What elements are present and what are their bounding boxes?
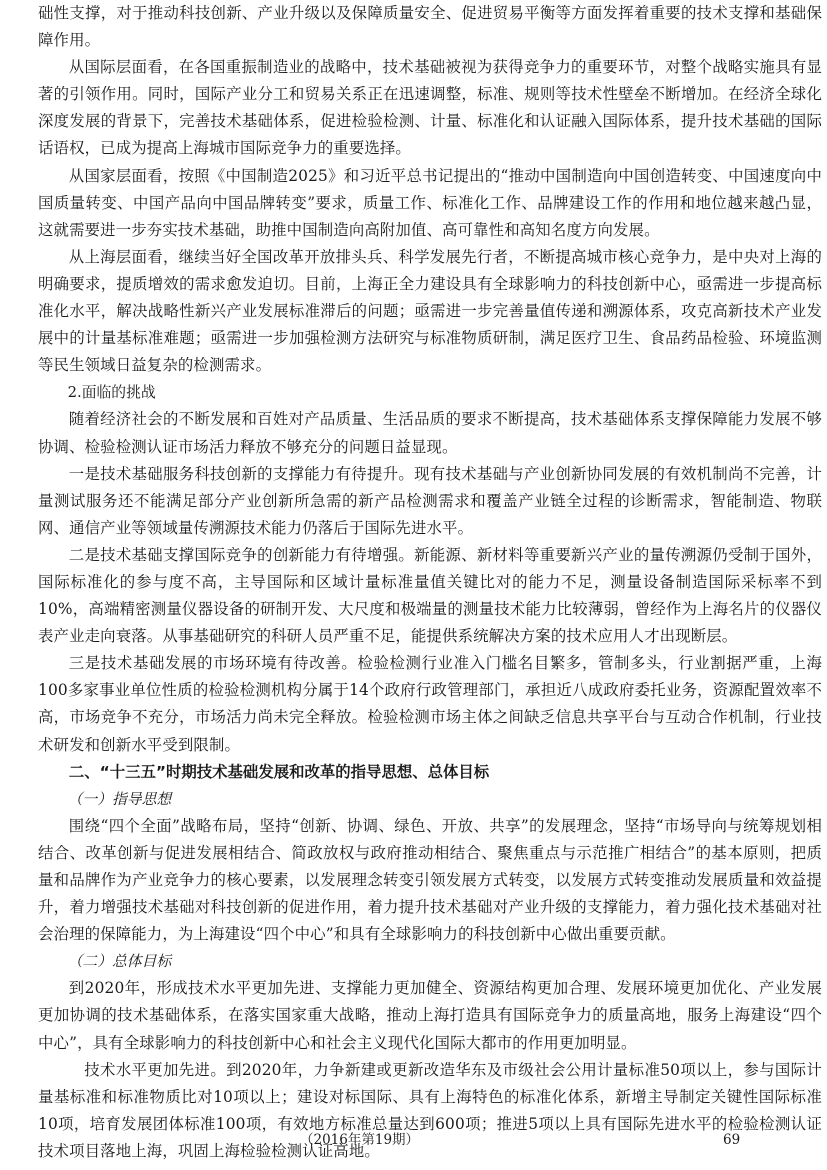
paragraph-national-level: 从国家层面看，按照《中国制造2025》和习近平总书记提出的“推动中国制造向中国创造转变、中国速度向中国质量转变、中国产品向中国品牌转变”要求，质量工作、标准化工作、品牌建设工作的作用和地位越来越凸显，这就需要进一步夯实技术基础，助推中国制造向高附加值、高可靠性和高知名度方向发展。 (38, 166, 822, 239)
subsection-title-guiding: （一）指导思想 (67, 790, 172, 808)
paragraph-challenges-overview: 随着经济社会的不断发展和百姓对产品质量、生活品质的要求不断提高，技术基础体系支撑保障能力发展不够协调、检验检测认证市场活力释放不够充分的问题日益显现。 (38, 410, 822, 456)
issue-label: （2016年第19期） (300, 1132, 420, 1148)
document-page (38, 0, 822, 1165)
subsection-title-goals: （二）总体目标 (67, 953, 172, 971)
section-title-challenges: 2.面临的挑战 (67, 384, 156, 402)
paragraph-challenge-one: 一是技术基础服务科技创新的支撑能力有待提升。现有技术基础与产业创新协同发展的有效机制尚不完善，计量测试服务还不能满足部分产业创新所急需的新产品检测需求和覆盖产业链全过程的诊断需求，智能制造、物联网、通信产业等领域量传溯源技术能力仍落后于国际先进水平。 (38, 464, 822, 537)
paragraph-challenge-two: 二是技术基础支撑国际竞争的创新能力有待增强。新能源、新材料等重要新兴产业的量传溯源仍受制于国外，国际标准化的参与度不高，主导国际和区域计量标准量值关键比对的能力不足，测量设备制造国际采标率不到10%，高端精密测量仪器设备的研制开发、大尺度和极端量的测量技术能力比较薄弱，曾经作为上海名片的仪器仪表产业走向衰落。从事基础研究的科研人员严重不足，能提供系统解决方案的技术应用人才出现断层。 (38, 545, 822, 646)
paragraph-goals-overview: 到2020年，形成技术水平更加先进、支撑能力更加健全、资源结构更加合理、发展环境更加优化、产业发展更加协调的技术基础体系，在落实国家重大战略，推动上海打造具有国际竞争力的质量高地，服务上海建设“四个中心”，具有全球影响力的科技创新中心和社会主义现代化国际大都市的作用更加明显。 (38, 979, 822, 1052)
paragraph-shanghai-level: 从上海层面看，继续当好全国改革开放排头兵、科学发展先行者，不断提高城市核心竞争力，是中央对上海的明确要求，提质增效的需求愈发迫切。目前，上海正全力建设具有全球影响力的科技创新中心，亟需进一步提高标准化水平，解决战略性新兴产业发展标准滞后的问题；亟需进一步完善量值传递和溯源体系，攻克高新技术产业发展中的计量基标准难题；亟需进一步加强检测方法研究与标准物质研制，满足医疗卫生、食品药品检验、环境监测等民生领域日益复杂的检测需求。 (38, 247, 822, 375)
paragraph-challenge-three: 三是技术基础发展的市场环境有待改善。检验检测行业准入门槛名目繁多，管制多头，行业割据严重，上海100多家事业单位性质的检验检测机构分属于14个政府行政管理部门，承担近八成政府委托业务，资源配置效率不高，市场竞争不充分，市场活力尚未完全释放。检验检测市场主体之间缺乏信息共享平台与互动合作机制，行业技术研发和创新水平受到限制。 (38, 654, 822, 754)
page-number: 69 (723, 1132, 741, 1148)
section-heading-guiding-goals: 二、“十三五”时期技术基础发展和改革的指导思想、总体目标 (68, 762, 490, 781)
paragraph-goals-tech-level: 技术水平更加先进。到2020年，力争新建或更新改造华东及市级社会公用计量标准50项以上，参与国际计量基标准和标准物质比对10项以上；建设对标国际、具有上海特色的标准化体系，新增主导制定关键性国际标准10项，培育发展团体标准100项，有效地方标准总量达到600项；推进5项以上具有国际先进水平的检验检测认证技术项目落地上海，巩固上海检验检测认证高地。 (38, 1060, 822, 1160)
paragraph-international-level: 从国际层面看，在各国重振制造业的战略中，技术基础被视为获得竞争力的重要环节，对整个战略实施具有显著的引领作用。同时，国际产业分工和贸易关系正在迅速调整，标准、规则等技术性壁垒不断增加。在经济全球化深度发展的背景下，完善技术基础体系，促进检验检测、计量、标准化和认证融入国际体系，提升技术基础的国际话语权，已成为提高上海城市国际竞争力的重要选择。 (38, 58, 822, 158)
paragraph-guiding-thought: 围绕“四个全面”战略布局，坚持“创新、协调、绿色、开放、共享”的发展理念，坚持“市场导向与统筹规划相结合、改革创新与促进发展相结合、简政放权与政府推动相结合、聚焦重点与示范推广相结合”的基本原则，把质量和品牌作为产业竞争力的核心要素，以发展理念转变引领发展方式转变，以发展方式转变推动发展质量和效益提升，着力增强技术基础对科技创新的促进作用，着力提升技术基础对产业升级的支撑能力，着力强化技术基础对社会治理的保障能力，为上海建设“四个中心”和具有全球影响力的科技创新中心做出重要贡献。 (38, 816, 822, 944)
paragraph-intro-continued: 础性支撑，对于推动科技创新、产业升级以及保障质量安全、促进贸易平衡等方面发挥着重要的技术支撑和基础保障作用。 (38, 4, 822, 50)
